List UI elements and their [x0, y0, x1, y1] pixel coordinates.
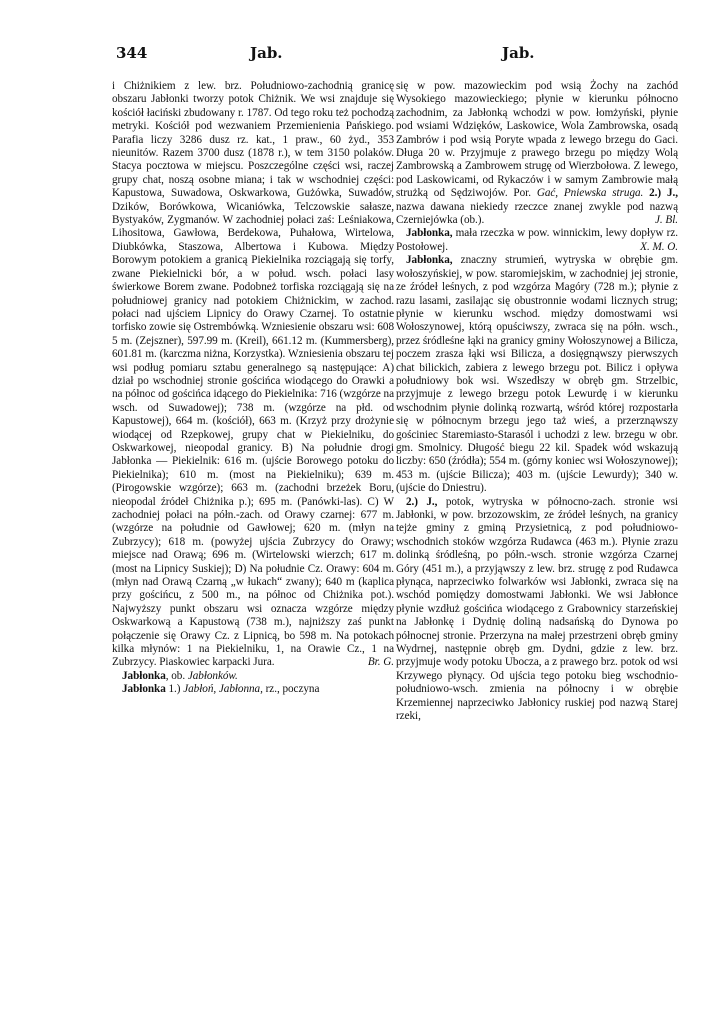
entry-headword: Jabłonka, [406, 254, 453, 267]
entry-headword: Jabłonka [122, 683, 166, 696]
cross-reference: Jabłonków. [187, 669, 238, 682]
entry-jablonka-ref: Jabłonka, ob. Jabłonków. [122, 669, 238, 682]
entry-text: i Chiżnikiem z lew. brz. Południowo-zachodnią granicę obszaru Jabłonki tworzy potok Chiżnik. We wsi znajduje się kościół łaciński zbudowany r. 1787. Od tego roku też pochodzą metryki. Kościół pod wezwaniem Przemienienia Pańskiego. Parafia liczy 3286 dusz rz. kat., 1 praw., 60 żyd., 353 nieunitów. Razem 3700 dusz (1878 r.), w tem 3150 polaków. Stacya pocztowa w miejscu. Poszczególne części wsi, raczej grupy chat, noszą osobne miana; i tak w wschodniej części: Kapustowa, Suwadowa, Oskwarkowa, Gużówka, Suwadów, Dzików, Borówkowa, Wicaniówka, Telczowskie sałasze, Bystyaków, Zygmanów. W zachodniej połaci zaś: Leśniakowa, Lihositowa, Gawłowa, Berdekowa, Puhałowa, Wirtelowa, Diubkówka, Staszowa, Albertowa i Kubowa. Między Borowym potokiem a granicą Piekielnika rozciągają się torfy, zwane Piekielnicki bór, a w połud. wsch. połaci lasy świerkowe Borem zwane. Podobneż torfiska rozciągają się na południowej granicy nad potokiem Chiżnickim, w zachod. połaci nad ujściem Lipnicy do Orawy Czarnej. To ostatnie torfisko zowie się Ostrembówką. Wzniesienie obszaru wsi: 608 5 m. (Zejszner), 597.99 m. (Kreil), 661.12 m. (Kummersberg), 601.81 m. (karczma niżna, Korzystka). Wzniesienia obszaru tej wsi podług pomiaru sztabu generalnego są następujące: A) dział po wschodniej stronie gościńca wiodącego do Orawki a na północ od gościńca idącego do Piekielnika: 716 (wzgórze na wsch. od Suwadowej); 738 m. (wzgórze na płd. od Kapustowej), 664 m. (kościół), 663 m. (Krzyż przy drożynie wiodącej od Rzepkowej, grupy chat w Piekielniku, do Oskwarkowej, nieopodal granicy. B) Na południe drogi Jabłonka — Piekielnik: 616 m. (ujście Borowego potoku do Piekielnika); 610 m. (most na Piekielniku); 639 m. (Pirogowskie wzgórze); 663 m. (zachodni brzeżek Boru, nieopodal źródeł Chiżnika p.); 695 m. (Panówki-las). C) W zachodniej połaci na półn.-zach. od Orawy czarnej: 677 m. (wzgórze na południe od Gawłowej; 620 m. (młyn na Zubrzycy); 618 m. (powyżej ujścia Zubrzycy do Orawy; miejsce nad Orawą; 696 m. (Wirtelowski wierzch; 617 m. (most na Lipnicy Suskiej); D) Na południe Cz. Orawy: 604 m. (młyn nad Orawą Czarną „w łukach“ zwany); 640 m (kaplica przy gościńcu, z 500 m., na północ od Chiżnika pot.). Najwyższy punkt obszaru wsi oznacza wzgórze między Oskwarkową a Kapustową (738 m.), najniższy zaś punkt połączenie się Orawy Cz. z Lipnicą, bo 598 m. Na potokach kilka młynów: 1 na Piekielniku, 1, na Orawie Cz., 1 na Zubrzycy. Piaskowiec karpacki Jura. [112, 80, 394, 669]
author-signature: X. M. O. [640, 240, 678, 253]
variant-names: Jabłoń, Jabłonna, [183, 683, 263, 696]
entry-jablonka-potok: 2.) J., potok, wytryska w północno-zach. stronie wsi Jabłonki, w pow. brzozowskim, ze źródeł leśnych, na granicy tejże gminy z gminą Przysietnicą, z pod południowo-wschodnich stoków wzgórza Rudawca (463 m.). Płynie zrazu dolinką śródleśną, po półn.-wsch. stronie wzgórza Czarnej Góry (451 m.), a przyjąwszy z lew. brz. strugę z pod Rudawca płynąca, naprzeciwko folwarków wsi Jabłonki, zwraca się na wschód pomiędzy domostwami Jabłonki. We wsi Jabłonce płynie wzdłuż gościńca wiodącego z Grabownicy starzeńskiej na Jabłonkę i Dydnię doliną nadsańską do Dynowa po północnej stronie. Przerzyna na małej przestrzeni obręb gminy Wydrnej, następnie obręb gm. Dydni, gdzie z lew. brz. przyjmuje wody potoku Ubocza, a z prawego brz. potok od wsi Krzywego płynący. Od ujścia tego potoku bieg wschodnio-południowo-wsch. zmienia na północny i w obrębie Krzemiennej naprzeciwko Jabłonicy ruskiej pod nazwą Starej rzeki, [396, 495, 678, 723]
cross-reference: Gać, Pniewska struga. [536, 187, 644, 200]
entry-headword: Jabłonka [122, 669, 166, 682]
entry-jablonka-winnica: Jabłonka, mała rzeczka w pow. winnickim, lewy dopływ rz. Postołowej. X. M. O. [396, 227, 678, 253]
right-column [396, 80, 678, 724]
running-head-left: Jab. [250, 44, 283, 62]
entry-jablonka-stream: Jabłonka, znaczny strumień, wytryska w obrębie gm. wołoszyńskiej, w pow. staromiejskim, w zachodniej jej stronie, ze źródeł leśnych, z pod wzgórza Magóry (728 m.); płynie z razu lasami, zasilając się obustronnie wodami licznych strug; płynie w kierunku wschod. między domostwami wsi Wołoszynowej, którą opuściwszy, zwraca się na półn. wsch., przez śródleśne łąki na granicy gminy Wołoszynowej a Bilicza, poczem zrasza łąki wsi Bilicza, a dosięgnąwszy pierwszych chat bilickich, zabiera z lewego brzegu pot. Bilicz i opływa południowy bok wsi. Wszedłszy w obręb gm. Strzelbic, przyjmuje z lewego brzegu potok Lewurdę i w kierunku wschodnim płynie dolinką rozwartą, wśród której rozpostarła się w północnym brzegu jego taż wieś, a przerznąwszy gościniec Staremiasto-Starasól i uchodzi z lew. brzegu w obr. gm. Smolnicy. Długość biegu 22 kil. Spadek wód wskazują liczby: 650 (źródła); 554 m. (górny koniec wsi Wołoszynowej); 453 m. (ujście Bilicza); 403 m. (ujście Lewurdy); 340 w. (ujście do Dniestru). [396, 254, 678, 495]
author-signature: Br. G. [367, 656, 394, 669]
page-number: 344 [116, 44, 148, 62]
author-signature: J. Bl. [655, 214, 678, 227]
entry-headword: Jabłonka, [406, 227, 453, 240]
running-head-right: Jab. [502, 44, 535, 62]
entry-continuation [112, 80, 394, 670]
entry-jablonka-river: Jabłonka 1.) Jabłoń, Jabłonna, rz., poczyna [122, 683, 320, 696]
left-column [112, 80, 394, 697]
entry-continuation: się w pow. mazowieckim pod wsią Żochy na zachód Wysokiego mazowieckiego; płynie w kierunku północno zachodnim, za Jabłonką wchodzi w pow. łomżyński, płynie pod wsiami Wdzięków, Laskowice, Wola Zambrowska, osadą Zambrów i pod wsią Poryte wpada z lewego brzegu do Gaci. Długa 20 w. Przyjmuje z prawego brzegu po między Wolą Zambrowską a Zambrowem strugę od Wierzbołowa. Z lewego, pod Laskowicami, od Rykaczów i w samym Zambrowie małą strużką od Sędziwojów. Por. Gać, Pniewska struga. 2.) J., nazwa dawana niekiedy rzeczce znanej zwykle pod nazwą Czerniejówka (ob.). J. Bl. [396, 80, 678, 227]
